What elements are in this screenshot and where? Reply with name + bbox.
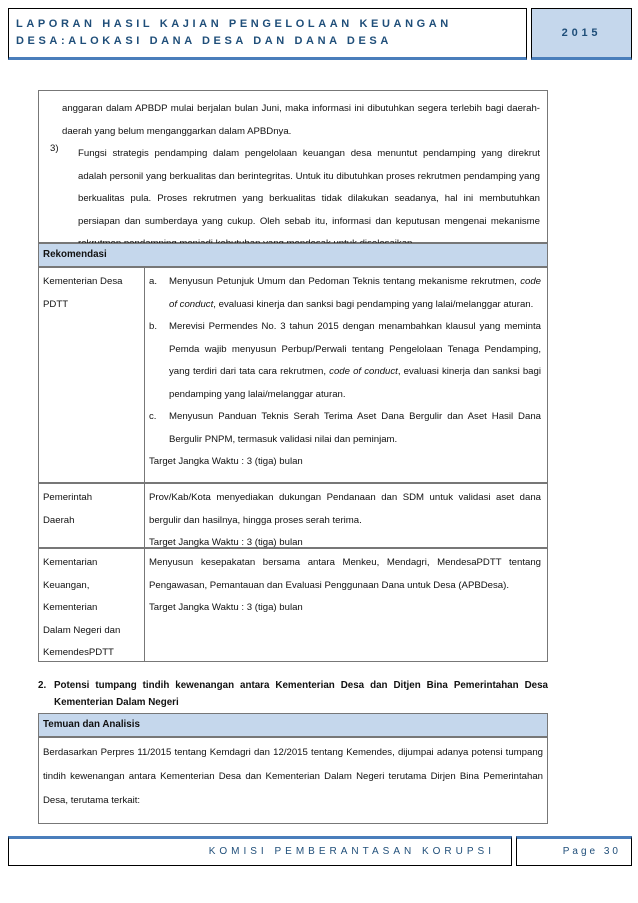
section-number: 2.: [38, 680, 47, 691]
recommendation-cell: [145, 484, 547, 555]
target-text: Target Jangka Waktu : 3 (tiga) bulan: [149, 456, 303, 467]
footer-org: KOMISI PEMBERANTASAN KORUPSI: [208, 846, 495, 857]
temuan-heading: Temuan dan Analisis: [38, 713, 548, 737]
entity-line: Dalam Negeri dan: [43, 624, 121, 636]
recommendation-a: [149, 271, 541, 316]
recommendation-b: [149, 316, 541, 406]
list-letter: a.: [149, 276, 158, 287]
temuan-box: [38, 737, 548, 824]
text-run: Menyusun Petunjuk Umum dan Pedoman Teknis tentang mekanisme rekrutmen,: [169, 276, 521, 287]
entity-line: Kementarian: [43, 557, 98, 568]
recommendation-c-text: Menyusun Panduan Teknis Serah Terima Aset Dana Bergulir dan Aset Hasil Dana Bergulir PNPM, termasuk validasi nilai dan peminjam.: [169, 411, 541, 445]
list-letter: c.: [149, 411, 157, 422]
item3: [46, 143, 540, 256]
recommendation-c: [149, 406, 541, 451]
item3-number: 3): [50, 143, 59, 154]
header-year-box: [531, 8, 632, 60]
list-letter: b.: [149, 321, 158, 332]
entity-line: PDTT: [43, 298, 69, 310]
rekomendasi-heading: Rekomendasi: [38, 243, 548, 267]
section-title: Potensi tumpang tindih kewenangan antara Kementerian Desa dan Ditjen Bina Pemerintahan Desa Kementerian Dalam Negeri: [54, 680, 548, 708]
recommendation-a-text: [169, 271, 541, 316]
text-run: , evaluasi kinerja dan sanksi bagi pendamping yang lalai/melanggar aturan.: [213, 298, 534, 310]
recommendation-cell: [145, 268, 547, 474]
target-text: Target Jangka Waktu : 3 (tiga) bulan: [149, 602, 303, 613]
footer-page-box: [516, 836, 632, 866]
recommendation-text: Prov/Kab/Kota menyediakan dukungan Pendanaan dan SDM untuk validasi aset dana bergulir dan hasilnya, hingga proses serah terima.: [149, 492, 541, 526]
table-row: [38, 548, 548, 662]
page-footer: [8, 836, 632, 866]
header-year: 2015: [561, 27, 602, 39]
target-text: Target Jangka Waktu : 3 (tiga) bulan: [149, 537, 303, 548]
recommendation-text: Menyusun kesepakatan bersama antara Menkeu, Mendagri, MendesaPDTT tentang Pengawasan, Pemantauan dan Evaluasi Penggunaan Dana untuk Desa (APBDesa).: [149, 557, 541, 591]
item2-tail: anggaran dalam APBDP mulai berjalan bulan Juni, maka informasi ini dibutuhkan segera terlebih bagi daerah-daerah yang belum menganggarkan dalam APBDnya.: [62, 103, 540, 137]
footer-org-box: [8, 836, 512, 866]
entity-line: Keuangan,: [43, 579, 90, 591]
temuan-text: Berdasarkan Perpres 11/2015 tentang Kemdagri dan 12/2015 tentang Kemendes, dijumpai adanya potensi tumpang tindih kewenangan antara Kementerian Desa dan Kementerian Dalam Negeri terutama Dirjen Bina Pemerintahan Desa, terutama terkait:: [43, 747, 543, 806]
entity-cell: [39, 268, 145, 482]
text-run: Merevisi Permendes No. 3 tahun 2015 dengan menambahkan klausul yang meminta Pemda wajib menyusun Perbup/Perwali tentang Pengelolaan Tenaga Pendamping, yang terdiri dari tata cara rekrutmen,: [169, 321, 541, 377]
table-row: [38, 267, 548, 483]
entity-line: Kementerian Desa: [43, 276, 123, 287]
section-heading: [38, 677, 548, 711]
header-title-box: [8, 8, 527, 60]
entity-line: Daerah: [43, 514, 75, 526]
item3-text: Fungsi strategis pendamping dalam pengelolaan keuangan desa menuntut pendamping yang direkrut adalah personil yang berkualitas dan berintegritas. Untuk itu dibutuhkan proses rekrutmen pendamping yang berkualitas pula. Proses rekrutmen yang berkualitas tidak dilakukan seadanya, hal ini membutuhkan persiapan dan sumberdaya yang cukup. Oleh sebab itu, informasi dan keputusan mengenai mekanisme: [78, 148, 540, 227]
entity-line: Kementerian: [43, 602, 98, 613]
recommendation-cell: [145, 549, 547, 620]
text-run-italic: code of conduct: [329, 366, 398, 377]
entity-cell: [39, 549, 145, 661]
entity-line: KemendesPDTT: [43, 647, 114, 658]
text-run: , evaluasi kinerja dan sanksi bagi pendamping yang lalai/melanggar aturan.: [169, 366, 541, 400]
entity-cell: [39, 484, 145, 547]
page-header: [8, 8, 632, 60]
entity-line: Pemerintah: [43, 492, 93, 503]
table-row: [38, 483, 548, 548]
header-title-line1: LAPORAN HASIL KAJIAN PENGELOLAAN KEUANGAN: [16, 18, 452, 30]
recommendation-b-text: [169, 316, 541, 406]
header-title-line2: DESA:ALOKASI DANA DESA DAN DANA DESA: [16, 35, 392, 47]
text-run-italic: code of conduct: [169, 276, 541, 310]
page-number: Page 30: [562, 846, 621, 857]
